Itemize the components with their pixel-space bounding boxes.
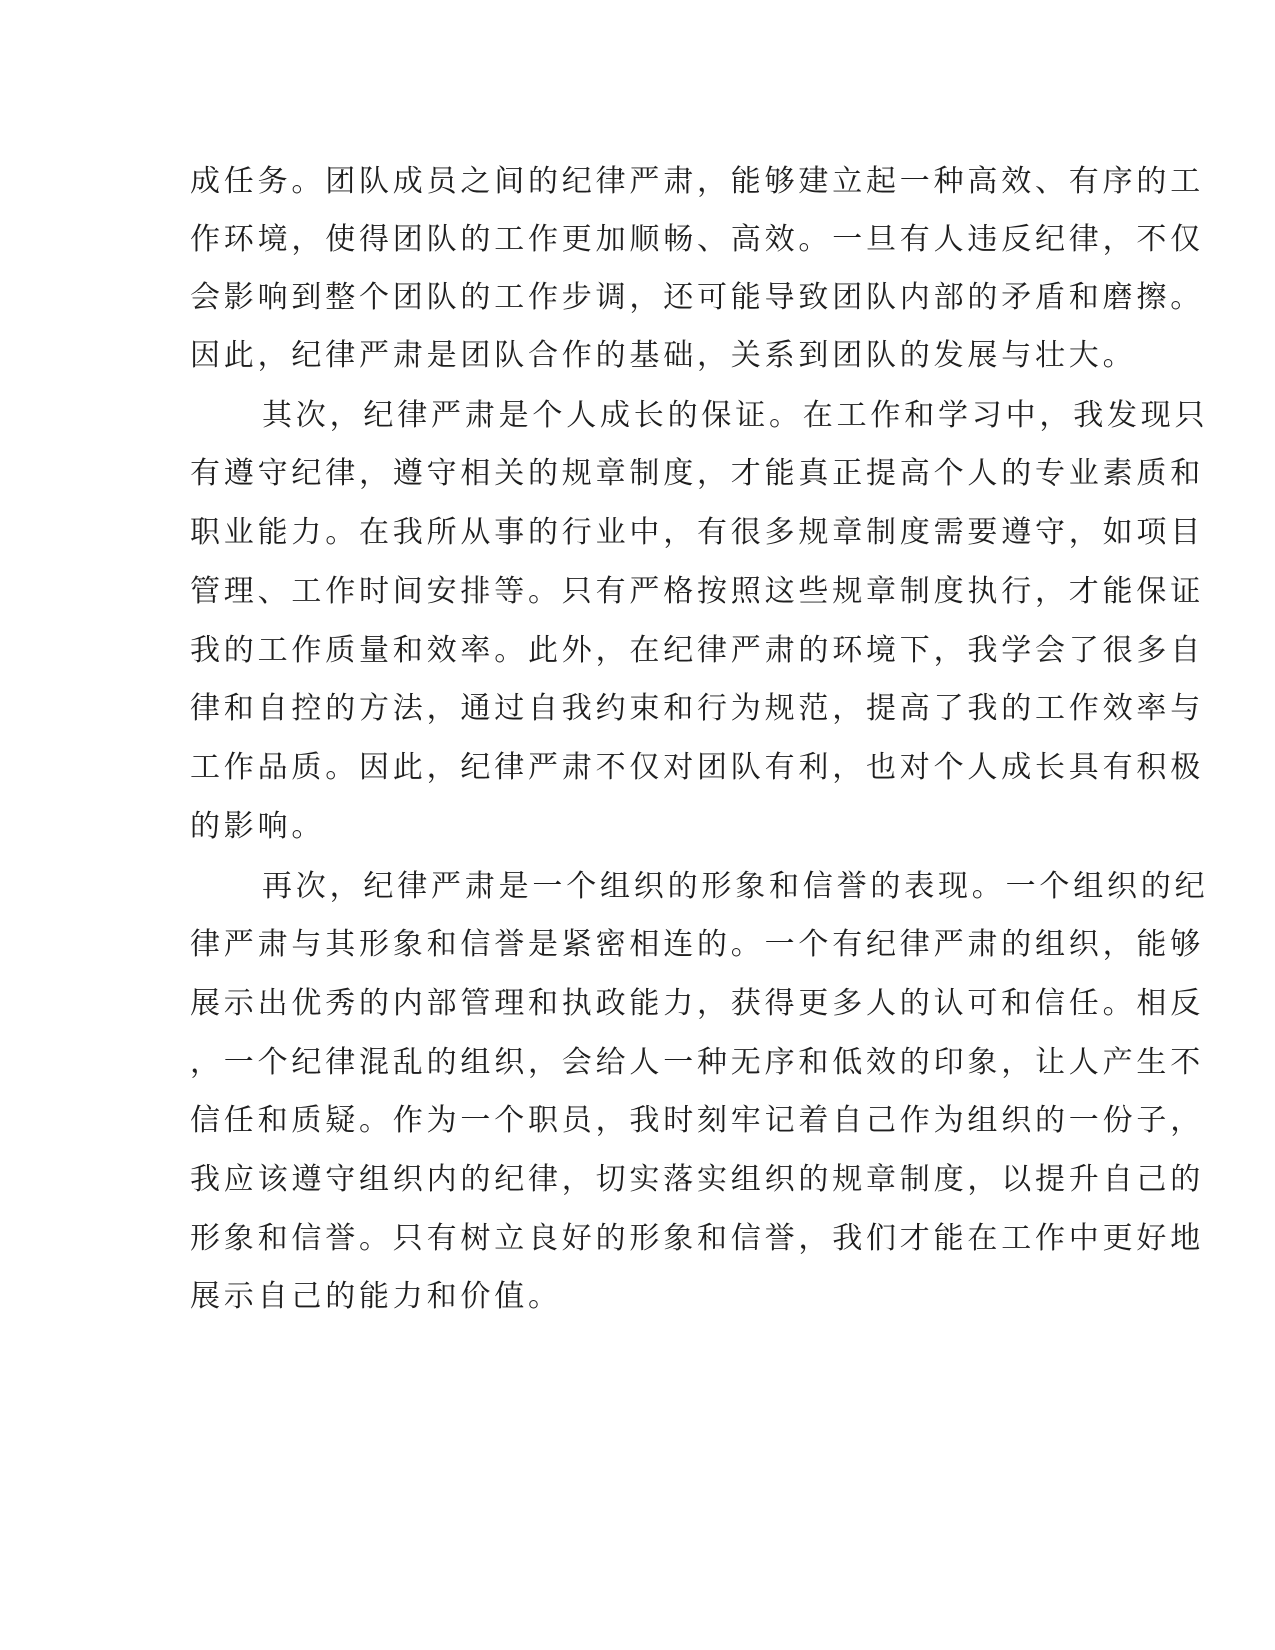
paragraph-2-line-5: 我的工作质量和效率。此外，在纪律严肃的环境下，我学会了很多自 (190, 633, 1204, 668)
paragraph-3-line-6: 我应该遵守组织内的纪律，切实落实组织的规章制度，以提升自己的 (190, 1162, 1204, 1197)
paragraph-3-line-3: 展示出优秀的内部管理和执政能力，获得更多人的认可和信任。相反 (190, 986, 1204, 1021)
paragraph-1-line-1: 成任务。团队成员之间的纪律严肃，能够建立起一种高效、有序的工 (190, 164, 1204, 199)
paragraph-2-line-1: 其次，纪律严肃是个人成长的保证。在工作和学习中，我发现只 (262, 398, 1209, 433)
paragraph-2-line-8: 的影响。 (190, 809, 326, 844)
paragraph-2-line-4: 管理、工作时间安排等。只有严格按照这些规章制度执行，才能保证 (190, 574, 1204, 609)
paragraph-1-line-3: 会影响到整个团队的工作步调，还可能导致团队内部的矛盾和磨擦。 (190, 280, 1204, 315)
paragraph-3-line-8: 展示自己的能力和价值。 (190, 1279, 562, 1314)
paragraph-1-line-4: 因此，纪律严肃是团队合作的基础，关系到团队的发展与壮大。 (190, 338, 1137, 373)
paragraph-2-line-2: 有遵守纪律，遵守相关的规章制度，才能真正提高个人的专业素质和 (190, 456, 1204, 491)
paragraph-2-line-3: 职业能力。在我所从事的行业中，有很多规章制度需要遵守，如项目 (190, 515, 1204, 550)
paragraph-3-line-2: 律严肃与其形象和信誉是紧密相连的。一个有纪律严肃的组织，能够 (190, 927, 1204, 962)
paragraph-3-line-1: 再次，纪律严肃是一个组织的形象和信誉的表现。一个组织的纪 (262, 869, 1209, 904)
paragraph-1-line-2: 作环境，使得团队的工作更加顺畅、高效。一旦有人违反纪律，不仅 (190, 222, 1204, 257)
paragraph-2-line-7: 工作品质。因此，纪律严肃不仅对团队有利，也对个人成长具有积极 (190, 750, 1204, 785)
paragraph-3-line-7: 形象和信誉。只有树立良好的形象和信誉，我们才能在工作中更好地 (190, 1221, 1204, 1256)
paragraph-2-line-6: 律和自控的方法，通过自我约束和行为规范，提高了我的工作效率与 (190, 691, 1204, 726)
paragraph-3-line-5: 信任和质疑。作为一个职员，我时刻牢记着自己作为组织的一份子， (190, 1103, 1204, 1138)
paragraph-3-line-4: ，一个纪律混乱的组织，会给人一种无序和低效的印象，让人产生不 (190, 1045, 1204, 1080)
